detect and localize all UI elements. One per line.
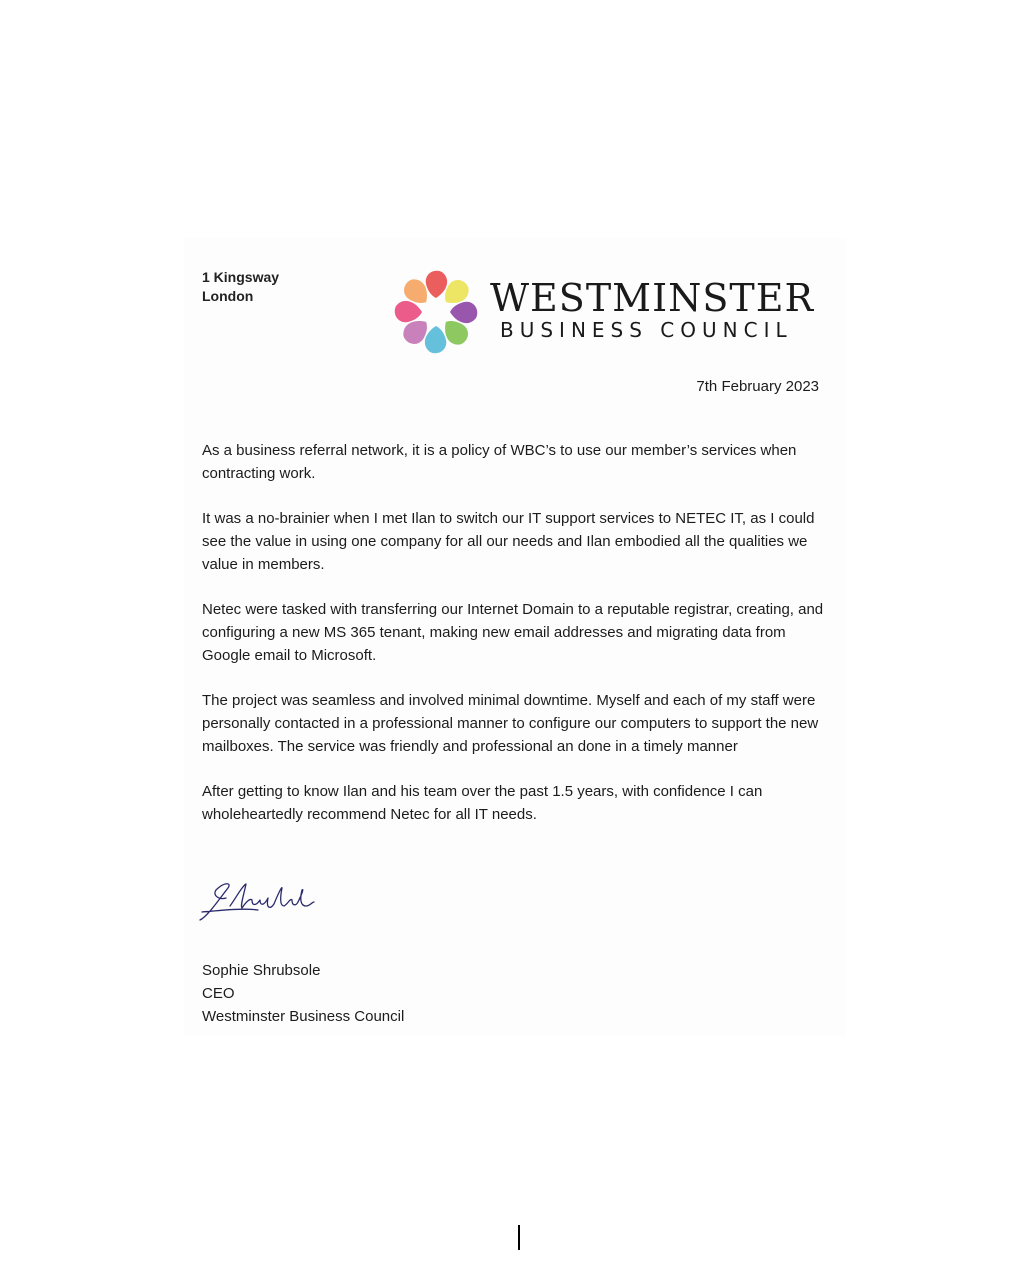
logo-subtitle: BUSINESS COUNCIL [500, 318, 793, 342]
letter-body [202, 439, 827, 848]
body-paragraph: It was a no-brainier when I met Ilan to switch our IT support services to NETEC IT, as I could see the value in using one company for all our needs and Ilan embodied all the qualities we value in members. [202, 510, 815, 573]
letter-date: 7th February 2023 [696, 378, 819, 395]
text-cursor [518, 1225, 520, 1250]
body-paragraph: Netec were tasked with transferring our Internet Domain to a reputable registrar, creating, and configuring a new MS 365 tenant, making new email addresses and migrating data from Google email to Microsoft. [202, 601, 824, 664]
wbc-flower-logo-icon [393, 270, 479, 354]
address-line-2: London [202, 288, 254, 304]
signatory-title: CEO [202, 985, 235, 1002]
logo-petal [450, 302, 477, 323]
logo-petal [395, 301, 422, 322]
body-paragraph: After getting to know Ilan and his team over the past 1.5 years, with confidence I can wholeheartedly recommend Netec for all IT needs. [202, 783, 763, 823]
logo-petal [425, 326, 446, 353]
body-paragraph: The project was seamless and involved minimal downtime. Myself and each of my staff were personally contacted in a professional manner to configure our computers to support the new mailboxes. The service was friendly and professional an done in a timely manner [202, 692, 819, 755]
sender-address [202, 268, 279, 306]
handwritten-signature [194, 876, 318, 924]
signatory-organization: Westminster Business Council [202, 1008, 405, 1025]
logo-title: WESTMINSTER [490, 276, 815, 320]
signatory-name: Sophie Shrubsole [202, 962, 321, 979]
logo-petal [426, 271, 447, 298]
address-line-1: 1 Kingsway [202, 269, 280, 285]
body-paragraph: As a business referral network, it is a policy of WBC’s to use our member’s services when contracting work. [202, 442, 797, 482]
signature-block [202, 959, 404, 1028]
